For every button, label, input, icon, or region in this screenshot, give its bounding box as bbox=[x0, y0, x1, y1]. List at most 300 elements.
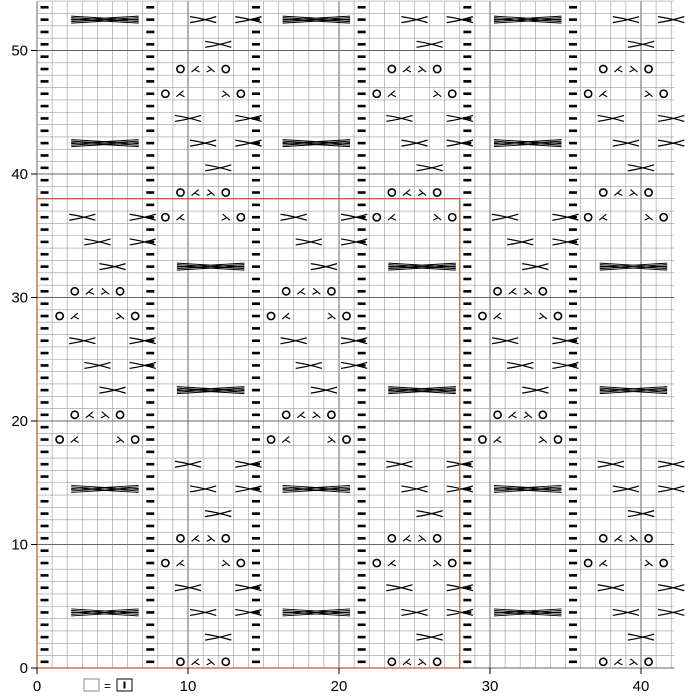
k2tog-mark bbox=[71, 313, 79, 319]
purl-mark bbox=[358, 426, 366, 429]
purl-mark bbox=[358, 574, 366, 577]
purl-mark bbox=[41, 253, 49, 256]
purl-mark bbox=[463, 302, 471, 305]
purl-mark bbox=[252, 574, 260, 577]
purl-mark bbox=[569, 562, 577, 565]
purl-mark bbox=[252, 623, 260, 626]
yarn-over-mark bbox=[237, 90, 244, 97]
yarn-over-mark bbox=[388, 658, 395, 665]
yarn-over-mark bbox=[388, 65, 395, 72]
k2tog-mark bbox=[176, 214, 184, 220]
purl-mark bbox=[41, 68, 49, 71]
purl-mark bbox=[463, 500, 471, 503]
purl-mark bbox=[358, 475, 366, 478]
purl-mark bbox=[569, 253, 577, 256]
chart-body bbox=[11, 1, 684, 695]
purl-mark bbox=[463, 31, 471, 34]
yarn-over-mark bbox=[237, 214, 244, 221]
yarn-over-mark bbox=[434, 65, 441, 72]
purl-mark bbox=[358, 549, 366, 552]
ssk-mark bbox=[418, 190, 426, 196]
purl-mark bbox=[146, 117, 154, 120]
purl-mark bbox=[569, 525, 577, 528]
purl-mark bbox=[41, 167, 49, 170]
yarn-over-mark bbox=[283, 288, 290, 295]
k2tog-mark bbox=[599, 91, 607, 97]
purl-mark bbox=[463, 265, 471, 268]
purl-mark bbox=[146, 105, 154, 108]
purl-mark bbox=[252, 105, 260, 108]
purl-mark bbox=[463, 253, 471, 256]
purl-mark bbox=[252, 352, 260, 355]
purl-mark bbox=[41, 389, 49, 392]
k2tog-mark bbox=[86, 288, 94, 294]
yarn-over-mark bbox=[600, 535, 607, 542]
purl-mark bbox=[358, 389, 366, 392]
cable-cross-mark bbox=[600, 263, 668, 270]
purl-mark bbox=[569, 352, 577, 355]
purl-mark bbox=[463, 80, 471, 83]
ssk-mark bbox=[629, 535, 637, 541]
x-tick-label: 0 bbox=[32, 678, 42, 695]
purl-mark bbox=[358, 488, 366, 491]
purl-mark bbox=[463, 525, 471, 528]
yarn-over-mark bbox=[267, 312, 274, 319]
purl-mark bbox=[358, 401, 366, 404]
purl-mark bbox=[358, 599, 366, 602]
k2tog-mark bbox=[403, 190, 411, 196]
purl-mark bbox=[358, 463, 366, 466]
yarn-over-mark bbox=[494, 411, 501, 418]
purl-mark bbox=[569, 512, 577, 515]
purl-mark bbox=[146, 438, 154, 441]
purl-mark bbox=[252, 549, 260, 552]
purl-mark bbox=[146, 55, 154, 58]
yarn-over-mark bbox=[116, 411, 123, 418]
purl-mark bbox=[252, 339, 260, 342]
purl-mark bbox=[252, 451, 260, 454]
purl-mark bbox=[146, 389, 154, 392]
purl-mark bbox=[146, 278, 154, 281]
purl-mark bbox=[252, 228, 260, 231]
k2tog-mark bbox=[86, 412, 94, 418]
ssk-mark bbox=[645, 214, 653, 220]
legend-equals: = bbox=[104, 679, 112, 693]
purl-mark bbox=[41, 364, 49, 367]
purl-mark bbox=[569, 648, 577, 651]
purl-mark bbox=[146, 451, 154, 454]
purl-mark bbox=[463, 549, 471, 552]
purl-mark bbox=[358, 142, 366, 145]
purl-mark bbox=[146, 142, 154, 145]
k2tog-mark bbox=[614, 66, 622, 72]
x-tick-label: 20 bbox=[330, 678, 348, 695]
purl-mark bbox=[252, 438, 260, 441]
purl-mark bbox=[569, 636, 577, 639]
purl-mark bbox=[569, 117, 577, 120]
purl-mark bbox=[146, 401, 154, 404]
purl-mark bbox=[463, 68, 471, 71]
y-tick-label: 20 bbox=[11, 413, 28, 430]
purl-mark bbox=[252, 80, 260, 83]
purl-mark bbox=[463, 537, 471, 540]
yarn-over-mark bbox=[267, 436, 274, 443]
purl-mark bbox=[146, 352, 154, 355]
purl-mark bbox=[146, 179, 154, 182]
purl-mark bbox=[146, 661, 154, 664]
purl-mark bbox=[41, 80, 49, 83]
purl-mark bbox=[463, 389, 471, 392]
cable-cross-mark bbox=[283, 140, 351, 147]
purl-mark bbox=[463, 661, 471, 664]
purl-mark bbox=[569, 451, 577, 454]
purl-mark bbox=[569, 154, 577, 157]
yarn-over-mark bbox=[71, 411, 78, 418]
purl-mark bbox=[146, 315, 154, 318]
yarn-over-mark bbox=[388, 189, 395, 196]
purl-mark bbox=[463, 55, 471, 58]
purl-mark bbox=[569, 661, 577, 664]
purl-mark bbox=[569, 475, 577, 478]
purl-mark bbox=[569, 105, 577, 108]
purl-mark bbox=[252, 129, 260, 132]
purl-mark bbox=[146, 525, 154, 528]
purl-mark bbox=[252, 55, 260, 58]
cable-cross-mark bbox=[388, 387, 456, 394]
purl-mark bbox=[146, 129, 154, 132]
purl-mark bbox=[41, 265, 49, 268]
yarn-over-mark bbox=[283, 411, 290, 418]
grid bbox=[37, 1, 674, 668]
purl-mark bbox=[146, 537, 154, 540]
yarn-over-mark bbox=[585, 90, 592, 97]
ssk-mark bbox=[629, 659, 637, 665]
purl-mark bbox=[358, 661, 366, 664]
purl-mark bbox=[41, 438, 49, 441]
purl-mark bbox=[569, 68, 577, 71]
purl-mark bbox=[463, 105, 471, 108]
purl-mark bbox=[358, 167, 366, 170]
yarn-over-mark bbox=[449, 214, 456, 221]
purl-mark bbox=[146, 599, 154, 602]
purl-mark bbox=[41, 154, 49, 157]
purl-mark bbox=[252, 253, 260, 256]
purl-mark bbox=[146, 68, 154, 71]
ssk-mark bbox=[101, 288, 109, 294]
purl-mark bbox=[358, 438, 366, 441]
yarn-over-mark bbox=[479, 312, 486, 319]
purl-mark bbox=[463, 327, 471, 330]
k2tog-mark bbox=[403, 66, 411, 72]
purl-mark bbox=[146, 31, 154, 34]
purl-mark bbox=[252, 475, 260, 478]
purl-mark bbox=[146, 204, 154, 207]
purl-mark bbox=[146, 92, 154, 95]
purl-mark bbox=[146, 475, 154, 478]
purl-mark bbox=[569, 290, 577, 293]
purl-mark bbox=[569, 80, 577, 83]
ssk-mark bbox=[222, 214, 230, 220]
yarn-over-mark bbox=[222, 535, 229, 542]
purl-mark bbox=[569, 92, 577, 95]
purl-mark bbox=[358, 154, 366, 157]
cable-cross-mark bbox=[71, 485, 139, 492]
purl-mark bbox=[41, 623, 49, 626]
purl-mark bbox=[146, 488, 154, 491]
purl-mark bbox=[569, 488, 577, 491]
ssk-mark bbox=[327, 437, 335, 443]
purl-mark bbox=[358, 191, 366, 194]
yarn-over-mark bbox=[600, 65, 607, 72]
cable-cross-mark bbox=[71, 609, 139, 616]
purl-mark bbox=[358, 562, 366, 565]
ssk-mark bbox=[524, 288, 532, 294]
cable-cross-mark bbox=[388, 263, 456, 270]
purl-mark bbox=[358, 92, 366, 95]
purl-mark bbox=[358, 376, 366, 379]
purl-mark bbox=[358, 525, 366, 528]
purl-mark bbox=[252, 92, 260, 95]
ssk-mark bbox=[433, 560, 441, 566]
purl-mark bbox=[41, 278, 49, 281]
purl-mark bbox=[146, 18, 154, 21]
k2tog-mark bbox=[176, 91, 184, 97]
purl-mark bbox=[252, 315, 260, 318]
purl-mark bbox=[358, 352, 366, 355]
purl-mark bbox=[463, 278, 471, 281]
purl-mark bbox=[41, 574, 49, 577]
purl-mark bbox=[146, 167, 154, 170]
purl-mark bbox=[146, 253, 154, 256]
purl-mark bbox=[569, 500, 577, 503]
purl-mark bbox=[358, 327, 366, 330]
k2tog-mark bbox=[71, 437, 79, 443]
yarn-over-mark bbox=[56, 436, 63, 443]
k2tog-mark bbox=[509, 288, 517, 294]
k2tog-mark bbox=[614, 190, 622, 196]
purl-mark bbox=[463, 623, 471, 626]
yarn-over-mark bbox=[449, 559, 456, 566]
ssk-mark bbox=[645, 91, 653, 97]
k2tog-mark bbox=[192, 190, 200, 196]
legend-knit-mark bbox=[124, 682, 126, 689]
ssk-mark bbox=[645, 560, 653, 566]
purl-mark bbox=[41, 216, 49, 219]
k2tog-mark bbox=[599, 214, 607, 220]
purl-mark bbox=[41, 228, 49, 231]
yarn-over-mark bbox=[449, 90, 456, 97]
purl-mark bbox=[569, 389, 577, 392]
yarn-over-mark bbox=[645, 65, 652, 72]
purl-mark bbox=[252, 290, 260, 293]
y-tick-label: 30 bbox=[11, 289, 28, 307]
purl-mark bbox=[41, 241, 49, 244]
purl-mark bbox=[569, 426, 577, 429]
purl-mark bbox=[146, 376, 154, 379]
purl-mark bbox=[463, 636, 471, 639]
yarn-over-mark bbox=[177, 535, 184, 542]
purl-mark bbox=[463, 191, 471, 194]
purl-mark bbox=[41, 315, 49, 318]
purl-mark bbox=[463, 451, 471, 454]
purl-mark bbox=[569, 6, 577, 9]
purl-mark bbox=[569, 463, 577, 466]
yarn-over-mark bbox=[600, 658, 607, 665]
purl-mark bbox=[358, 512, 366, 515]
purl-mark bbox=[41, 525, 49, 528]
y-tick-label: 10 bbox=[11, 536, 28, 554]
yarn-over-mark bbox=[539, 411, 546, 418]
purl-mark bbox=[146, 302, 154, 305]
yarn-over-mark bbox=[373, 559, 380, 566]
purl-mark bbox=[569, 401, 577, 404]
k2tog-mark bbox=[388, 91, 396, 97]
purl-mark bbox=[463, 228, 471, 231]
k2tog-mark bbox=[494, 313, 502, 319]
purl-mark bbox=[41, 43, 49, 46]
purl-mark bbox=[358, 31, 366, 34]
ssk-mark bbox=[629, 190, 637, 196]
yarn-over-mark bbox=[71, 288, 78, 295]
yarn-over-mark bbox=[222, 658, 229, 665]
purl-mark bbox=[252, 68, 260, 71]
legend bbox=[84, 679, 132, 693]
purl-mark bbox=[569, 55, 577, 58]
purl-mark bbox=[41, 204, 49, 207]
purl-mark bbox=[358, 80, 366, 83]
purl-mark bbox=[146, 290, 154, 293]
purl-mark bbox=[569, 265, 577, 268]
purl-mark bbox=[41, 179, 49, 182]
purl-mark bbox=[41, 463, 49, 466]
purl-mark bbox=[252, 376, 260, 379]
purl-mark bbox=[252, 636, 260, 639]
purl-mark bbox=[252, 537, 260, 540]
purl-mark bbox=[41, 562, 49, 565]
purl-mark bbox=[463, 562, 471, 565]
yarn-over-mark bbox=[132, 312, 139, 319]
purl-mark bbox=[41, 500, 49, 503]
ssk-mark bbox=[629, 66, 637, 72]
k2tog-mark bbox=[614, 659, 622, 665]
purl-mark bbox=[569, 204, 577, 207]
purl-mark bbox=[41, 488, 49, 491]
purl-mark bbox=[252, 154, 260, 157]
purl-mark bbox=[146, 191, 154, 194]
purl-mark bbox=[252, 414, 260, 417]
purl-mark bbox=[252, 512, 260, 515]
yarn-over-mark bbox=[343, 436, 350, 443]
yarn-over-mark bbox=[494, 288, 501, 295]
k2tog-mark bbox=[192, 659, 200, 665]
ssk-mark bbox=[116, 313, 124, 319]
purl-mark bbox=[41, 599, 49, 602]
purl-mark bbox=[358, 6, 366, 9]
purl-mark bbox=[358, 43, 366, 46]
ssk-mark bbox=[312, 288, 320, 294]
purl-mark bbox=[252, 191, 260, 194]
k2tog-mark bbox=[599, 560, 607, 566]
purl-mark bbox=[252, 204, 260, 207]
purl-mark bbox=[463, 204, 471, 207]
purl-mark bbox=[252, 648, 260, 651]
purl-mark bbox=[358, 315, 366, 318]
purl-mark bbox=[569, 167, 577, 170]
ssk-mark bbox=[207, 659, 215, 665]
yarn-over-mark bbox=[132, 436, 139, 443]
purl-mark bbox=[41, 290, 49, 293]
yarn-over-mark bbox=[554, 436, 561, 443]
purl-mark bbox=[569, 31, 577, 34]
purl-mark bbox=[569, 549, 577, 552]
yarn-over-mark bbox=[585, 559, 592, 566]
purl-mark bbox=[252, 661, 260, 664]
purl-mark bbox=[146, 426, 154, 429]
legend-blank-cell bbox=[84, 679, 99, 691]
cable-cross-mark bbox=[283, 485, 351, 492]
purl-mark bbox=[146, 636, 154, 639]
cable-cross-mark bbox=[177, 387, 245, 394]
k2tog-mark bbox=[494, 437, 502, 443]
purl-mark bbox=[569, 438, 577, 441]
ssk-mark bbox=[418, 535, 426, 541]
purl-mark bbox=[146, 611, 154, 614]
purl-mark bbox=[146, 327, 154, 330]
purl-mark bbox=[463, 339, 471, 342]
purl-mark bbox=[358, 18, 366, 21]
purl-mark bbox=[463, 6, 471, 9]
purl-mark bbox=[41, 55, 49, 58]
purl-mark bbox=[41, 352, 49, 355]
purl-mark bbox=[252, 179, 260, 182]
yarn-over-mark bbox=[237, 559, 244, 566]
purl-mark bbox=[358, 537, 366, 540]
purl-mark bbox=[41, 475, 49, 478]
yarn-over-mark bbox=[162, 559, 169, 566]
purl-mark bbox=[252, 31, 260, 34]
yarn-over-mark bbox=[56, 312, 63, 319]
ssk-mark bbox=[312, 412, 320, 418]
ssk-mark bbox=[433, 214, 441, 220]
purl-mark bbox=[41, 92, 49, 95]
purl-mark bbox=[358, 204, 366, 207]
ssk-mark bbox=[327, 313, 335, 319]
purl-mark bbox=[358, 68, 366, 71]
purl-mark bbox=[41, 6, 49, 9]
purl-mark bbox=[463, 574, 471, 577]
yarn-over-mark bbox=[222, 189, 229, 196]
yarn-over-mark bbox=[645, 189, 652, 196]
purl-mark bbox=[569, 574, 577, 577]
purl-mark bbox=[41, 512, 49, 515]
purl-mark bbox=[463, 364, 471, 367]
purl-mark bbox=[358, 253, 366, 256]
ssk-mark bbox=[116, 437, 124, 443]
ssk-mark bbox=[207, 190, 215, 196]
yarn-over-mark bbox=[373, 214, 380, 221]
yarn-over-mark bbox=[554, 312, 561, 319]
k2tog-mark bbox=[509, 412, 517, 418]
purl-mark bbox=[463, 167, 471, 170]
purl-mark bbox=[41, 339, 49, 342]
purl-mark bbox=[463, 426, 471, 429]
purl-mark bbox=[358, 500, 366, 503]
cable-cross-mark bbox=[177, 263, 245, 270]
yarn-over-mark bbox=[479, 436, 486, 443]
purl-mark bbox=[463, 512, 471, 515]
yarn-over-mark bbox=[434, 658, 441, 665]
purl-mark bbox=[358, 55, 366, 58]
